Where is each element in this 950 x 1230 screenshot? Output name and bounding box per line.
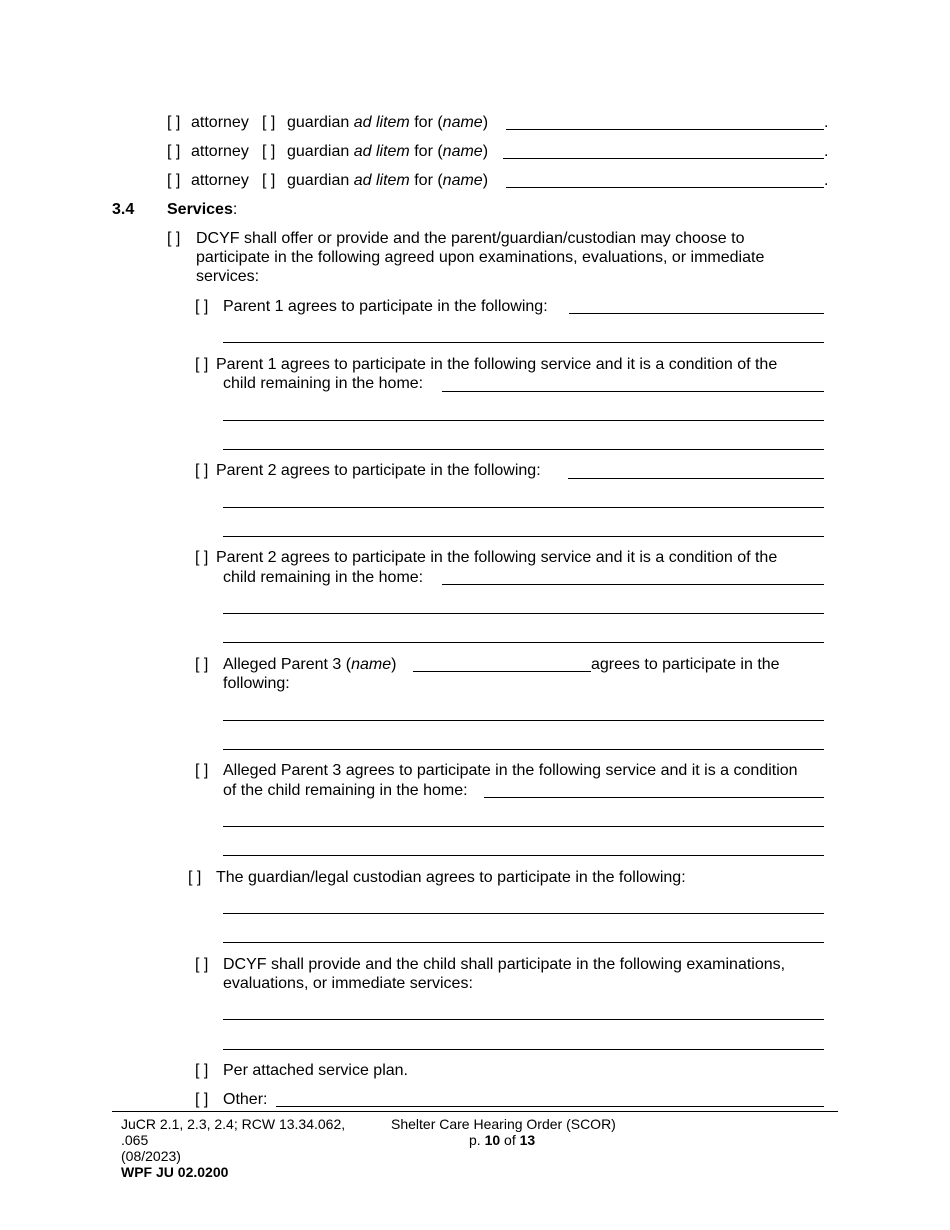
- guardian-label: guardian ad litem for (name): [287, 172, 489, 189]
- attorney-label: attorney: [191, 172, 249, 189]
- attorney-checkbox[interactable]: [ ]: [167, 143, 181, 160]
- parent3-text: following:: [223, 675, 290, 692]
- footer-page-number: p. 10 of 13: [469, 1132, 536, 1148]
- parent3-condition-fill-line[interactable]: [223, 855, 824, 856]
- service-plan-checkbox[interactable]: [ ]: [195, 1062, 209, 1079]
- footer-date: (08/2023): [121, 1148, 181, 1164]
- section-title: Services:: [167, 201, 238, 218]
- period: .: [824, 172, 829, 189]
- parent3-checkbox[interactable]: [ ]: [195, 656, 209, 673]
- guardian-checkbox[interactable]: [ ]: [262, 114, 276, 131]
- parent3-condition-checkbox[interactable]: [ ]: [195, 762, 209, 779]
- parent2-fill-line[interactable]: [223, 507, 824, 508]
- parent1-text: Parent 1 agrees to participate in the following:: [223, 298, 548, 315]
- guardian-label: guardian ad litem for (name): [287, 114, 489, 131]
- parent3-condition-fill-line[interactable]: [223, 826, 824, 827]
- parent2-condition-text: child remaining in the home:: [223, 569, 424, 586]
- period: .: [824, 143, 829, 160]
- footer-title: Shelter Care Hearing Order (SCOR): [391, 1116, 616, 1132]
- parent1-fill-line[interactable]: [569, 313, 824, 314]
- other-label: Other:: [223, 1091, 268, 1108]
- name-fill-line[interactable]: [503, 158, 824, 159]
- guardian-custodian-checkbox[interactable]: [ ]: [188, 869, 202, 886]
- attorney-checkbox[interactable]: [ ]: [167, 114, 181, 131]
- parent2-fill-line[interactable]: [568, 478, 824, 479]
- child-services-fill-line[interactable]: [223, 1019, 824, 1020]
- guardian-label: guardian ad litem for (name): [287, 143, 489, 160]
- parent2-condition-fill-line[interactable]: [442, 584, 824, 585]
- footer-statutes: JuCR 2.1, 2.3, 2.4; RCW 13.34.062,: [121, 1116, 346, 1132]
- guardian-custodian-fill-line[interactable]: [223, 942, 824, 943]
- child-services-text: evaluations, or immediate services:: [223, 975, 473, 992]
- section-number: 3.4: [112, 201, 135, 218]
- service-plan-text: Per attached service plan.: [223, 1062, 408, 1079]
- child-services-fill-line[interactable]: [223, 1049, 824, 1050]
- intro-text-line-2: participate in the following agreed upon examinations, evaluations, or immediate: [196, 249, 765, 266]
- attorney-label: attorney: [191, 143, 249, 160]
- parent3-condition-fill-line[interactable]: [484, 797, 824, 798]
- child-services-text: DCYF shall provide and the child shall participate in the following examinations,: [223, 956, 786, 973]
- guardian-custodian-text: The guardian/legal custodian agrees to participate in the following:: [216, 869, 686, 886]
- parent3-text: agrees to participate in the: [591, 656, 780, 673]
- child-services-checkbox[interactable]: [ ]: [195, 956, 209, 973]
- parent1-condition-text: child remaining in the home:: [223, 375, 424, 392]
- footer-statutes: .065: [121, 1132, 149, 1148]
- parent3-name-fill-line[interactable]: [413, 671, 591, 672]
- guardian-custodian-fill-line[interactable]: [223, 913, 824, 914]
- parent3-fill-line[interactable]: [223, 749, 824, 750]
- name-fill-line[interactable]: [506, 129, 824, 130]
- guardian-checkbox[interactable]: [ ]: [262, 143, 276, 160]
- parent1-checkbox[interactable]: [ ]: [195, 298, 209, 315]
- intro-text-line-1: DCYF shall offer or provide and the parent/guardian/custodian may choose to: [196, 230, 745, 247]
- parent1-fill-line[interactable]: [223, 342, 824, 343]
- guardian-checkbox[interactable]: [ ]: [262, 172, 276, 189]
- other-checkbox[interactable]: [ ]: [195, 1091, 209, 1108]
- parent2-condition-checkbox[interactable]: [ ]: [195, 549, 209, 566]
- attorney-label: attorney: [191, 114, 249, 131]
- footer-form-id: WPF JU 02.0200: [121, 1164, 229, 1180]
- parent1-condition-fill-line[interactable]: [223, 449, 824, 450]
- attorney-checkbox[interactable]: [ ]: [167, 172, 181, 189]
- parent3-condition-text: Alleged Parent 3 agrees to participate in the following service and it is a condition: [223, 762, 798, 779]
- name-fill-line[interactable]: [506, 187, 824, 188]
- intro-text-line-3: services:: [196, 268, 260, 285]
- parent1-condition-checkbox[interactable]: [ ]: [195, 356, 209, 373]
- parent3-condition-text: of the child remaining in the home:: [223, 782, 468, 799]
- parent2-condition-fill-line[interactable]: [223, 613, 824, 614]
- parent1-condition-text: Parent 1 agrees to participate in the following service and it is a condition of the: [216, 356, 778, 373]
- parent3-text: Alleged Parent 3 (name): [223, 656, 397, 673]
- other-fill-line[interactable]: [276, 1106, 824, 1107]
- parent1-condition-fill-line[interactable]: [223, 420, 824, 421]
- intro-checkbox[interactable]: [ ]: [167, 230, 181, 247]
- parent2-checkbox[interactable]: [ ]: [195, 462, 209, 479]
- parent2-text: Parent 2 agrees to participate in the following:: [216, 462, 541, 479]
- parent2-condition-text: Parent 2 agrees to participate in the following service and it is a condition of the: [216, 549, 778, 566]
- parent2-condition-fill-line[interactable]: [223, 642, 824, 643]
- parent3-fill-line[interactable]: [223, 720, 824, 721]
- parent1-condition-fill-line[interactable]: [442, 391, 824, 392]
- period: .: [824, 114, 829, 131]
- footer-divider: [112, 1111, 838, 1112]
- parent2-fill-line[interactable]: [223, 536, 824, 537]
